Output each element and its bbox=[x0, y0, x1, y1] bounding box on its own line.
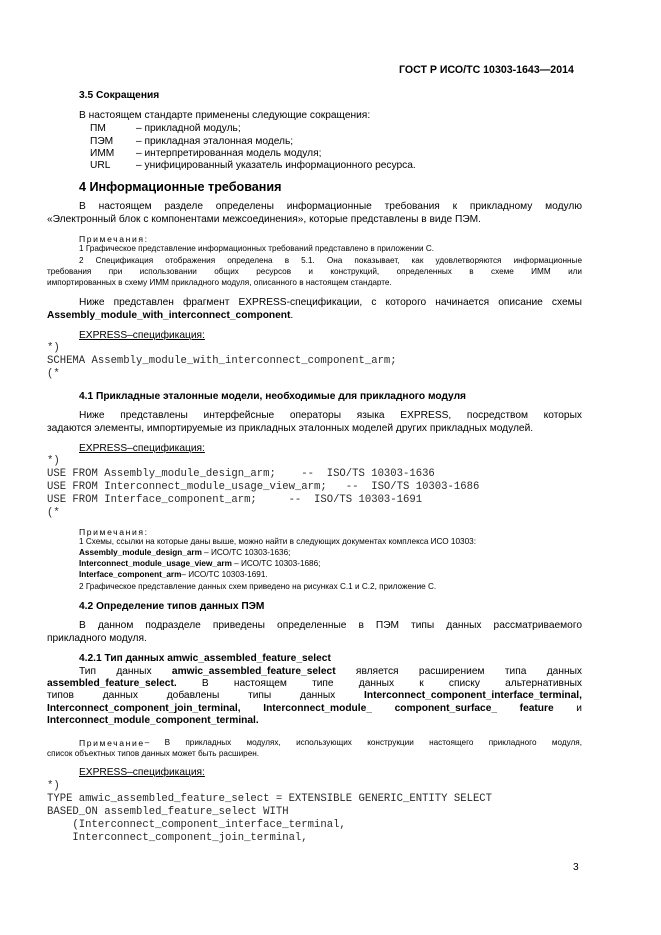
schema-ref-standard: – ИСО/ТС 10303-1691. bbox=[181, 570, 268, 579]
word: является bbox=[355, 666, 399, 677]
note-line: список объектных типов данных может быть расширен. bbox=[47, 749, 260, 758]
abbreviation-definition: – прикладная эталонная модель; bbox=[136, 136, 294, 147]
word: настоящем bbox=[233, 678, 287, 689]
express-label: EXPRESS–спецификация: bbox=[79, 767, 205, 778]
note-line: 2 Спецификация отображения определена в 5.1. Она показывает, как удовлетворяются информационные bbox=[79, 256, 582, 265]
paragraph-line bbox=[47, 310, 293, 322]
schema-ref-standard: – ИСО/ТС 10303-1636; bbox=[201, 548, 291, 557]
note-line: 2 Графическое представление данных схем приведено на рисунках С.1 и С.2, приложение С. bbox=[79, 582, 437, 591]
code-line: TYPE amwic_assembled_feature_select = EXTENSIBLE GENERIC_ENTITY SELECT bbox=[47, 793, 493, 805]
word: типа bbox=[504, 666, 527, 677]
notes-label: Примечания: bbox=[79, 527, 149, 537]
abbreviation-definition: – унифицированный указатель информационного ресурса. bbox=[136, 160, 416, 171]
word: данных bbox=[116, 666, 152, 677]
word: добавлены bbox=[166, 690, 220, 701]
note-line bbox=[79, 738, 582, 749]
section-3-5-title: 3.5 Сокращения bbox=[79, 90, 160, 101]
code-line: *) bbox=[47, 342, 60, 354]
document-header: ГОСТ Р ИСО/ТС 10303-1643—2014 bbox=[399, 64, 574, 76]
paragraph-line bbox=[47, 678, 582, 690]
abbreviation-row bbox=[0, 148, 661, 160]
abbreviation-definition: – интерпретированная модель модуля; bbox=[136, 148, 322, 159]
note-label: Примечание bbox=[79, 738, 145, 748]
word: В bbox=[201, 678, 209, 689]
type-name: Interconnect_module_ bbox=[263, 703, 372, 714]
code-line: (* bbox=[47, 507, 60, 519]
abbreviation-code: ИММ bbox=[90, 148, 115, 159]
paragraph-line: В данном подразделе приведены определенные в ПЭМ типы данных рассматриваемого bbox=[79, 620, 582, 631]
schema-name: Assembly_module_with_interconnect_component bbox=[47, 310, 291, 321]
paragraph-line bbox=[47, 690, 582, 702]
code-line: *) bbox=[47, 780, 60, 792]
paragraph-line bbox=[79, 666, 582, 678]
word: списку bbox=[448, 678, 480, 689]
paragraph-line: Ниже представлен фрагмент EXPRESS-спецификации, с которого начинается описание схемы bbox=[79, 297, 582, 308]
schema-ref-standard: – ИСО/ТС 10303-1686; bbox=[231, 559, 321, 568]
section-4-2-title: 4.2 Определение типов данных ПЭМ bbox=[79, 601, 265, 612]
type-name: component_surface_ bbox=[394, 703, 498, 714]
word: данных bbox=[358, 678, 395, 689]
code-line: Interconnect_component_join_terminal, bbox=[47, 832, 308, 844]
word: данных bbox=[546, 666, 582, 677]
word: Тип bbox=[79, 666, 96, 677]
note-text: – В прикладных модулях, использующих конструкции настоящего прикладного модуля, bbox=[144, 738, 582, 747]
word: альтернативных bbox=[505, 678, 582, 689]
word: типов bbox=[47, 690, 74, 701]
word: расширением bbox=[418, 666, 485, 677]
schema-ref bbox=[79, 548, 290, 559]
abbreviation-row bbox=[0, 160, 661, 172]
schema-ref bbox=[79, 559, 320, 570]
code-line: BASED_ON assembled_feature_select WITH bbox=[47, 806, 289, 818]
express-label: EXPRESS–спецификация: bbox=[79, 443, 205, 454]
paragraph-line: «Электронный блок с компонентами межсоединения», которые представлены в виде ПЭМ. bbox=[47, 214, 482, 225]
word: типе bbox=[312, 678, 334, 689]
abbreviation-row bbox=[0, 123, 661, 135]
type-name: Interconnect_module_component_terminal. bbox=[47, 715, 259, 726]
code-line: (* bbox=[47, 368, 60, 380]
notes-label: Примечания: bbox=[79, 234, 149, 244]
abbreviation-definition: – прикладной модуль; bbox=[136, 123, 241, 134]
code-line: USE FROM Interconnect_module_usage_view_arm; -- ISO/TS 10303-1686 bbox=[47, 481, 480, 493]
schema-ref-name: Assembly_module_design_arm bbox=[79, 548, 202, 557]
type-name: Interconnect_component_interface_terminal, bbox=[364, 690, 582, 701]
abbreviation-code: ПМ bbox=[90, 123, 106, 134]
note-line: 1 Схемы, ссылки на которые даны выше, можно найти в следующих документах комплекса ИСО 10303: bbox=[79, 537, 476, 546]
note-line: импортированных в схему ИММ прикладного модуля, описанного в настоящем стандарте. bbox=[47, 278, 392, 287]
code-line: *) bbox=[47, 455, 60, 467]
code-line: (Interconnect_component_interface_terminal, bbox=[47, 819, 346, 831]
word: данных bbox=[300, 690, 336, 701]
word: к bbox=[419, 678, 424, 689]
code-line: USE FROM Assembly_module_design_arm; -- ISO/TS 10303-1636 bbox=[47, 468, 435, 480]
paragraph-line: задаются элементы, импортируемые из прикладных эталонных моделей других прикладных модулей. bbox=[47, 423, 534, 434]
word: типы bbox=[248, 690, 272, 701]
schema-ref bbox=[79, 570, 268, 581]
section-4-title: 4 Информационные требования bbox=[79, 180, 282, 194]
note-line: 1 Графическое представление информационных требований представлено в приложении С. bbox=[79, 244, 435, 253]
paragraph-line: В настоящем разделе определены информационные требования к прикладному модулю bbox=[79, 201, 582, 212]
abbreviations-intro: В настоящем стандарте применены следующие сокращения: bbox=[79, 110, 371, 121]
section-4-1-title: 4.1 Прикладные эталонные модели, необходимые для прикладного модуля bbox=[79, 391, 466, 402]
word: данных bbox=[102, 690, 138, 701]
express-label: EXPRESS–спецификация: bbox=[79, 330, 205, 341]
code-line: SCHEMA Assembly_module_with_interconnect_component_arm; bbox=[47, 355, 397, 367]
word: и bbox=[576, 703, 582, 714]
section-4-2-1-title: 4.2.1 Тип данных amwic_assembled_feature_select bbox=[79, 653, 331, 664]
abbreviation-code: ПЭМ bbox=[90, 136, 114, 147]
schema-ref-name: Interface_component_arm bbox=[79, 570, 182, 579]
type-name: feature bbox=[519, 703, 554, 714]
abbreviation-row bbox=[0, 136, 661, 148]
type-name: Interconnect_component_join_terminal, bbox=[47, 703, 241, 714]
code-line: USE FROM Interface_component_arm; -- ISO/TS 10303-1691 bbox=[47, 494, 423, 506]
paragraph-line: Ниже представлены интерфейсные операторы языка EXPRESS, посредством которых bbox=[79, 410, 582, 421]
schema-ref-name: Interconnect_module_usage_view_arm bbox=[79, 559, 232, 568]
type-name: amwic_assembled_feature_select bbox=[171, 666, 336, 677]
note-line: требования при использовании общих ресурсов и конструкций, определенных в схеме ИММ или bbox=[47, 267, 582, 276]
page-number: 3 bbox=[573, 862, 579, 873]
paragraph-line: прикладного модуля. bbox=[47, 633, 147, 644]
paragraph-line bbox=[47, 703, 582, 715]
period: . bbox=[290, 310, 294, 321]
abbreviation-code: URL bbox=[90, 160, 111, 171]
type-name: assembled_feature_select. bbox=[47, 678, 177, 689]
